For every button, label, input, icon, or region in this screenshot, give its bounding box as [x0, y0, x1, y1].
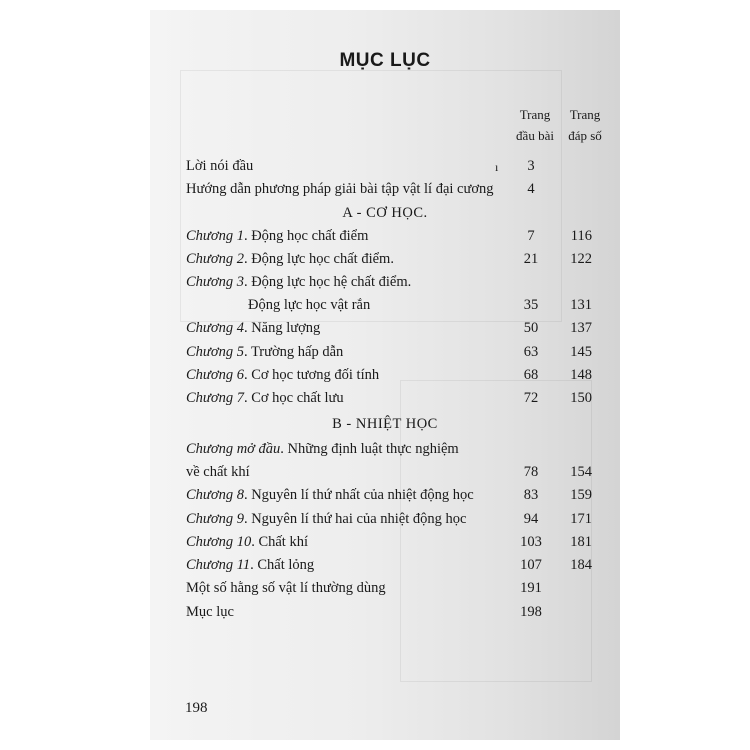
start-page-number: 50 [523, 320, 539, 336]
toc-entry-label [186, 251, 394, 268]
entry-title: . Nguyên lí thứ nhất của nhiệt động học [243, 487, 474, 503]
start-page-number: 63 [523, 344, 539, 360]
entry-title: . Động học chất điểm [243, 228, 369, 244]
toc-entry-label [186, 487, 474, 504]
section-a-heading: A - CƠ HỌC. [342, 205, 428, 221]
chapter-prefix: Chương 4 [186, 320, 244, 336]
entry-title: . Cơ học tương đối tính [243, 367, 380, 383]
chapter-prefix: Chương 10 [186, 534, 252, 550]
toc-entry-label [186, 367, 379, 384]
chapter-prefix: Chương 11 [186, 557, 251, 573]
start-page-number: 72 [523, 390, 539, 406]
chapter-prefix: Chương 8 [186, 487, 244, 503]
answer-page-number: 181 [570, 534, 592, 550]
toc-entry-label [186, 320, 320, 337]
entry-title: Lời nói đầu [186, 158, 254, 174]
answer-page-number: 171 [570, 511, 592, 527]
answer-page-number: 148 [570, 367, 592, 383]
entry-title: . Chất lỏng [250, 557, 315, 573]
entry-title: Một số hằng số vật lí thường dùng [186, 580, 386, 596]
start-page-number: 68 [523, 367, 539, 383]
answer-page-number: 184 [570, 557, 592, 573]
toc-entry-label [186, 390, 344, 407]
entry-title: . Cơ học chất lưu [243, 390, 344, 406]
entry-title: . Động lực học chất điểm. [243, 251, 394, 267]
toc-entry-label [186, 181, 494, 198]
start-page-number: 94 [523, 511, 539, 527]
chapter-prefix: Chương 7 [186, 390, 244, 406]
entry-title: . Những định luật thực nghiệm [280, 441, 459, 457]
start-page-number: 83 [523, 487, 539, 503]
start-page-number: 198 [520, 604, 542, 620]
answer-header-line1: Trang [569, 107, 601, 122]
answer-page-number: 137 [570, 320, 592, 336]
toc-entry-label [186, 604, 234, 621]
answer-page-header [560, 104, 610, 146]
start-page-number: 4 [527, 181, 535, 197]
start-page-header [510, 104, 560, 146]
start-page-number: 103 [520, 534, 542, 550]
toc-entry-label [186, 228, 368, 245]
chapter-prefix: Chương 3 [186, 274, 244, 290]
toc-entry-label [248, 297, 370, 314]
answer-page-number: 131 [570, 297, 592, 313]
chapter-prefix: Chương 1 [186, 228, 244, 244]
entry-title: về chất khí [186, 464, 250, 480]
chapter-prefix: Chương 6 [186, 367, 244, 383]
answer-page-number: 150 [570, 390, 592, 406]
toc-entry-label [186, 344, 343, 361]
chapter-prefix: Chương mở đầu [186, 441, 281, 457]
entry-title: Mục lục [186, 604, 234, 620]
entry-title: Động lực học vật rắn [248, 297, 371, 313]
entry-title: . Trường hấp dẫn [243, 344, 344, 360]
stray-mark: ı [495, 160, 499, 174]
toc-entry-label [186, 441, 459, 458]
page-title: MỤC LỤC [339, 50, 431, 71]
answer-page-number: 145 [570, 344, 592, 360]
toc-entry-label [186, 511, 466, 528]
answer-header-line2: đáp số [568, 128, 602, 143]
entry-title: . Nguyên lí thứ hai của nhiệt động học [243, 511, 467, 527]
toc-entry-label [186, 534, 308, 551]
chapter-prefix: Chương 5 [186, 344, 244, 360]
answer-page-number: 116 [570, 228, 592, 244]
section-b-heading: B - NHIỆT HỌC [332, 416, 438, 432]
answer-page-number: 122 [570, 251, 592, 267]
toc-entry-label [186, 464, 250, 481]
entry-title: . Năng lượng [243, 320, 321, 336]
entry-title: . Động lực học hệ chất điểm. [243, 274, 412, 290]
toc-entry-label [186, 274, 411, 291]
answer-page-number: 159 [570, 487, 592, 503]
start-page-number: 35 [523, 297, 539, 313]
toc-entry-label [186, 580, 386, 597]
entry-title: . Chất khí [251, 534, 308, 550]
start-page-number: 21 [523, 251, 539, 267]
book-page [150, 10, 620, 740]
start-header-line2: đầu bài [516, 128, 554, 143]
start-page-number: 191 [520, 580, 542, 596]
toc-entry-label [186, 158, 253, 175]
answer-page-number: 154 [570, 464, 592, 480]
start-page-number: 78 [523, 464, 539, 480]
start-page-number: 3 [527, 158, 535, 174]
entry-title: Hướng dẫn phương pháp giải bài tập vật lí đại cương [186, 181, 494, 197]
toc-entry-label [186, 557, 314, 574]
chapter-prefix: Chương 9 [186, 511, 244, 527]
start-page-number: 107 [520, 557, 542, 573]
start-header-line1: Trang [519, 107, 551, 122]
start-page-number: 7 [527, 228, 535, 244]
page-number: 198 [185, 700, 208, 716]
chapter-prefix: Chương 2 [186, 251, 244, 267]
